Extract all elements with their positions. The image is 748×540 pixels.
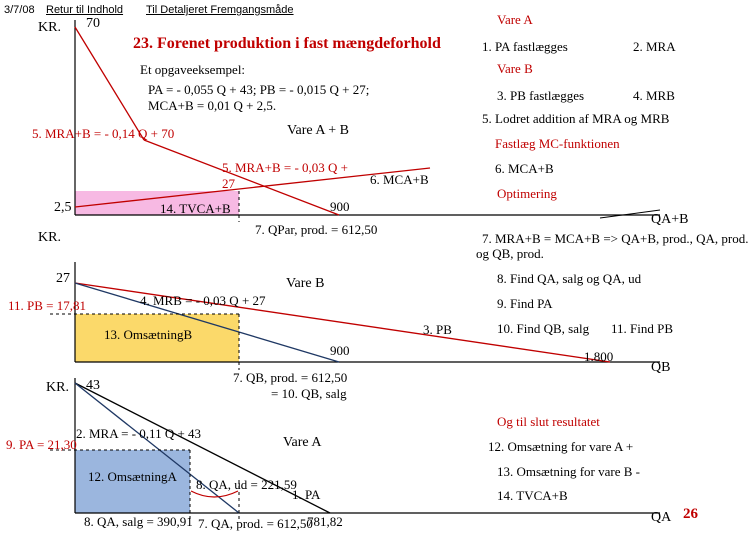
step-vare-a-heading: Vare A (497, 12, 533, 27)
top-y-70: 70 (86, 16, 100, 31)
mid-y-27: 27 (56, 271, 70, 286)
step-2: 2. MRA (633, 39, 676, 54)
step-vare-b-heading: Vare B (497, 61, 533, 76)
bot-y-43: 43 (86, 378, 100, 393)
nav-back-link[interactable]: Retur til Indhold (46, 4, 124, 16)
q-b-prod-label: 7. QB, prod. = 612,50 (233, 370, 348, 385)
step-12: 12. Omsætning for vare A + (488, 439, 634, 454)
example-heading: Et opgaveeksempel: (140, 62, 246, 77)
qa-salg-label: 8. QA, salg = 390,91 (84, 514, 193, 529)
mid-axis-label: KR. (38, 230, 61, 245)
bot-axis-label: KR. (46, 380, 69, 395)
step-13: 13. Omsætning for vare B - (497, 464, 640, 479)
tvc-label: 14. TVCA+B (160, 201, 231, 216)
q-par-label: 7. QPar, prod. = 612,50 (255, 222, 378, 237)
example-eq2: MCA+B = 0,01 Q + 2,5. (148, 98, 277, 113)
pa-demand-label: 1. PA (292, 487, 321, 502)
pa-value-label: 9. PA = 21,30 (6, 437, 77, 452)
mr-b-label: 4. MRB = - 0,03 Q + 27 (140, 293, 266, 308)
mr-cut-label-2: 27 (222, 176, 235, 191)
qa-prod-label: 7. QA, prod. = 612,50 (198, 516, 313, 531)
step-8: 8. Find QA, salg og QA, ud (497, 271, 642, 286)
top-y-25: 2,5 (54, 200, 72, 215)
revenue-b-label: 13. OmsætningB (104, 327, 193, 342)
bot-x-axis-label: QA (651, 510, 672, 525)
step-9: 9. Find PA (497, 296, 553, 311)
mr-cut-label: 5. MRA+B = - 0,03 Q + (222, 160, 349, 175)
date-label: 3/7/08 (4, 4, 35, 16)
pb-demand-label: 3. PB (423, 322, 452, 337)
mr-total-label: 5. MRA+B = - 0,14 Q + 70 (32, 126, 175, 141)
step-opt-heading: Optimering (497, 186, 557, 201)
page-title: 23. Forenet produktion i fast mængdeforhold (133, 35, 441, 52)
step-7b: og QB, prod. (476, 246, 544, 261)
mid-x-1800: 1.800 (584, 349, 614, 364)
mid-x-axis-label: QB (651, 360, 671, 375)
mc-label: 6. MCA+B (370, 172, 429, 187)
top-axis-label: KR. (38, 20, 61, 35)
step-5: 5. Lodret addition af MRA og MRB (482, 111, 670, 126)
step-4: 4. MRB (633, 88, 675, 103)
top-x-axis-label: QA+B (651, 212, 689, 227)
mid-x-900: 900 (330, 343, 350, 358)
bot-section-label: Vare A (283, 435, 322, 450)
q-b-salg-label: = 10. QB, salg (271, 386, 347, 401)
step-11: 11. Find PB (611, 321, 674, 336)
example-eq1: PA = - 0,055 Q + 43; PB = - 0,015 Q + 27; (148, 82, 370, 97)
nav-detail-link[interactable]: Til Detaljeret Fremgangsmåde (146, 4, 294, 16)
step-3: 3. PB fastlægges (497, 88, 585, 103)
revenue-a-label: 12. OmsætningA (88, 469, 177, 484)
page-number: 26 (683, 506, 698, 522)
step-7a: 7. MRA+B = MCA+B => QA+B, prod., QA, prod. (482, 231, 748, 246)
top-x-900: 900 (330, 199, 350, 214)
x-781-label: 781,82 (307, 514, 343, 529)
qa-ud-label: 8. QA, ud = 221,59 (196, 477, 297, 492)
step-6: 6. MCA+B (495, 161, 554, 176)
step-14: 14. TVCA+B (497, 488, 568, 503)
mr-a-label: 2. MRA = - 0,11 Q + 43 (76, 426, 202, 441)
top-section-label: Vare A + B (287, 123, 349, 138)
step-mc-heading: Fastlæg MC-funktionen (495, 136, 620, 151)
step-final-heading: Og til slut resultatet (497, 414, 600, 429)
pb-value-label: 11. PB = 17,81 (8, 298, 86, 313)
step-10: 10. Find QB, salg (497, 321, 590, 336)
mid-section-label: Vare B (286, 276, 325, 291)
step-1: 1. PA fastlægges (482, 39, 568, 54)
